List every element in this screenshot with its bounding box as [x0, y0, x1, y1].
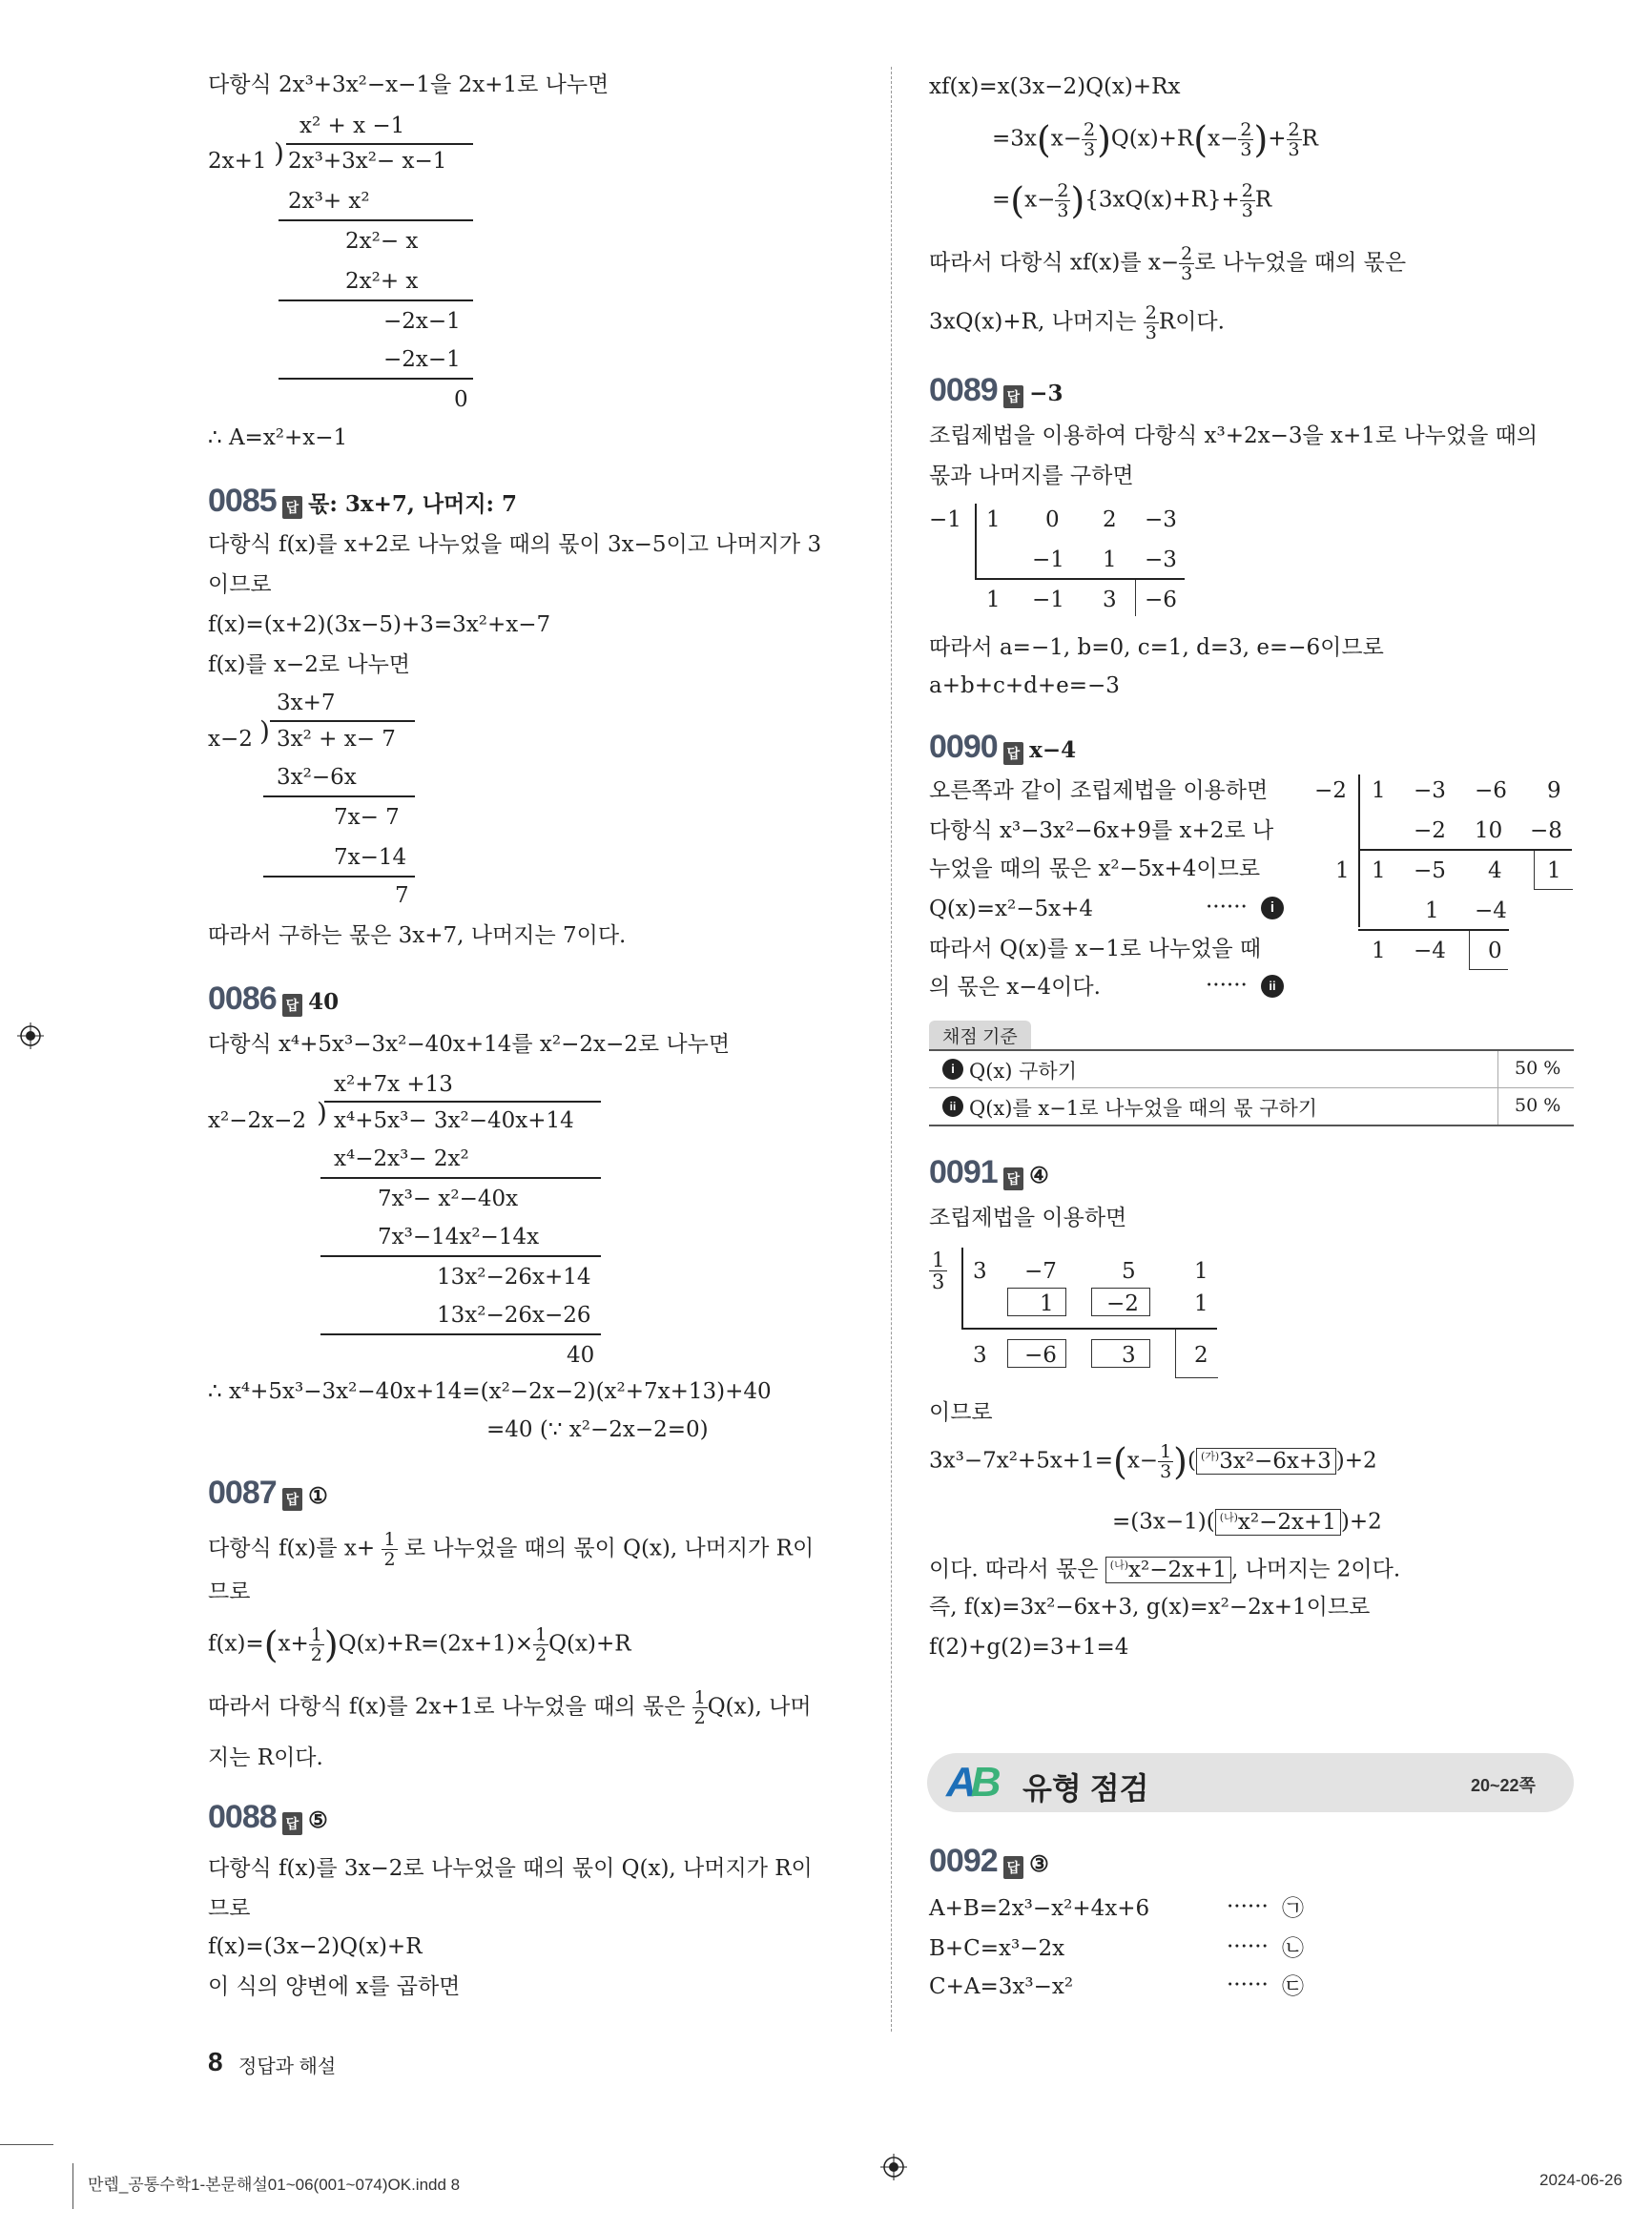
- p90-line6: 의 몫은 x−4이다.: [929, 975, 1101, 1000]
- p87-line2: 므로: [208, 1580, 251, 1604]
- syn-cell: −4: [1475, 898, 1507, 923]
- p92-dots3: ······: [1227, 1972, 1269, 1997]
- p86-quotient: x²+7x +13: [334, 1072, 453, 1097]
- rubric-table: [929, 1049, 1574, 1126]
- answer-label: 답: [1003, 385, 1024, 408]
- mark-ii-icon: ii: [1261, 975, 1284, 998]
- mark-i-icon: i: [942, 1059, 963, 1080]
- answer-text: ④: [1029, 1163, 1049, 1188]
- syn-root: −2: [1314, 778, 1347, 803]
- p89-line2: 몫과 나머지를 구하면: [929, 464, 1134, 488]
- rubric-pct: 50 %: [1515, 1095, 1561, 1116]
- answer-text: x−4: [1029, 737, 1077, 763]
- answer-label: 답: [282, 1488, 303, 1511]
- crop-mark-left: [0, 2144, 53, 2145]
- answer-label: 답: [1003, 742, 1024, 765]
- syn-cell: −2: [1106, 1291, 1139, 1316]
- problem-0086-header: [208, 981, 339, 1018]
- p92-mark1: ㉠: [1282, 1896, 1304, 1921]
- syn-cell: 3: [973, 1259, 987, 1284]
- problem-0085-header: [208, 483, 517, 520]
- syn-cell: −6: [1475, 778, 1507, 803]
- p86-line1: 다항식 x⁴+5x³−3x²−40x+14를 x²−2x−2로 나누면: [208, 1032, 731, 1057]
- syn-cell: 1: [1040, 1291, 1054, 1316]
- p88-line2: 므로: [208, 1896, 251, 1921]
- rubric-title: 채점 기준: [929, 1021, 1031, 1050]
- rubric-pct: 50 %: [1515, 1058, 1561, 1079]
- problem-number: 0088: [208, 1799, 277, 1835]
- syn-cell: 1: [1194, 1291, 1208, 1316]
- column-divider: [891, 67, 892, 2032]
- div1-remainder: 0: [454, 387, 468, 412]
- problem-0091-header: [929, 1154, 1049, 1191]
- p91-line6: 즉, f(x)=3x²−6x+3, g(x)=x²−2x+1이므로: [929, 1595, 1371, 1620]
- syn-remainder: −6: [1145, 588, 1177, 612]
- syn-cell: 1: [986, 588, 1001, 612]
- p92-line2: B+C=x³−2x: [929, 1936, 1065, 1961]
- p91-line4: =(3x−1)( $^{(나)}$x²−2x+1 )+2: [1112, 1509, 1382, 1535]
- syn-cell: 1: [1372, 939, 1386, 963]
- banner-title: 유형 점검: [1022, 1771, 1149, 1806]
- div1-step2: 2x²− x: [345, 229, 419, 254]
- file-name: 만렙_공통수학1-본문해설01~06(001~074)OK.indd 8: [88, 2176, 461, 2194]
- syn-root: 1: [1335, 858, 1350, 883]
- p85-step1: 3x²−6x: [277, 765, 357, 790]
- syn-cell: −5: [1414, 858, 1446, 883]
- div1-bracket: ): [274, 137, 284, 169]
- syn-cell: −3: [1145, 507, 1177, 532]
- p87-line4: 따라서 다항식 f(x)를 2x+1로 나누었을 때의 몫은 $\frac{1}{2}$ Q(x), 나머: [208, 1687, 812, 1728]
- p88c-line5: 3xQ(x)+R, 나머지는 $\frac{2}{3}$ R이다.: [929, 302, 1225, 343]
- syn-cell: −1: [1032, 588, 1064, 612]
- syn-cell: 0: [1045, 507, 1060, 532]
- syn-remainder: 0: [1488, 939, 1502, 963]
- p85-step3: 7x−14: [334, 845, 407, 870]
- p88c-line3: =(x− $\frac{2}{3}$ ){3xQ(x)+R}+ $\frac{2}{3}$ R: [992, 179, 1272, 222]
- p88c-line4: 따라서 다항식 xf(x)를 x− $\frac{2}{3}$ 로 나누었을 때의 몫은: [929, 243, 1407, 284]
- p90-line3: 누었을 때의 몫은 x²−5x+4이므로: [929, 857, 1261, 881]
- p92-dots1: ······: [1227, 1894, 1269, 1919]
- div1-divisor: 2x+1: [208, 149, 267, 174]
- p90-line4-dots: ······: [1206, 895, 1248, 919]
- syn-remainder: 2: [1194, 1343, 1208, 1368]
- syn-cell: 1: [1194, 1259, 1208, 1284]
- answer-text: 몫: 3x+7, 나머지: 7: [308, 491, 518, 517]
- p92-line3: C+A=3x³−x²: [929, 1974, 1074, 1999]
- syn-cell: 2: [1103, 507, 1117, 532]
- div1-step4: −2x−1: [383, 309, 461, 334]
- p90-line6-dots: ······: [1206, 973, 1248, 998]
- p87-line3: f(x)=(x+ $\frac{1}{2}$ )Q(x)+R=(2x+1)× $\frac{1}{2}$ Q(x)+R: [208, 1623, 631, 1666]
- p86-line3: =40 (∵ x²−2x−2=0): [486, 1417, 709, 1442]
- syn-cell: 3: [973, 1343, 987, 1368]
- blank-box: [1007, 1288, 1066, 1316]
- answer-label: 답: [282, 1812, 303, 1835]
- p87-line1: 다항식 f(x)를 x+ $\frac{1}{2}$ 로 나누었을 때의 몫이 Q(x), 나머지가 R이: [208, 1529, 815, 1570]
- p91-line1: 조립제법을 이용하면: [929, 1206, 1127, 1230]
- crop-mark-vertical: [72, 2163, 73, 2209]
- p88c-line1: xf(x)=x(3x−2)Q(x)+Rx: [929, 74, 1181, 99]
- syn-cell: −6: [1024, 1343, 1057, 1368]
- p85-line5: 따라서 구하는 몫은 3x+7, 나머지는 7이다.: [208, 923, 627, 948]
- syn-cell: 1: [1372, 858, 1386, 883]
- p91-line7: f(2)+g(2)=3+1=4: [929, 1635, 1129, 1660]
- p89-line4: a+b+c+d+e=−3: [929, 673, 1120, 698]
- problem-0090-header: [929, 729, 1076, 766]
- page-footer-title: 정답과 해설: [238, 2056, 337, 2077]
- syn-cell: 3: [1103, 588, 1117, 612]
- p85-line1: 다항식 f(x)를 x+2로 나누었을 때의 몫이 3x−5이고 나머지가 3: [208, 532, 822, 557]
- answer-text: 40: [308, 989, 340, 1015]
- problem-number: 0092: [929, 1843, 998, 1879]
- print-date: 2024-06-26: [1539, 2171, 1622, 2189]
- p86-step3: 7x³−14x²−14x: [378, 1225, 540, 1249]
- answer-label: 답: [282, 994, 303, 1017]
- syn-cell: −1: [1032, 547, 1064, 572]
- problem-number: 0090: [929, 729, 998, 765]
- page-number: 8: [208, 2047, 223, 2076]
- p92-mark3: ㉢: [1282, 1974, 1304, 1999]
- div1-step3: 2x²+ x: [345, 269, 419, 294]
- syn-cell: 1: [1425, 898, 1439, 923]
- p87-line5: 지는 R이다.: [208, 1745, 323, 1770]
- p86-step1: x⁴−2x³− 2x²: [334, 1146, 469, 1171]
- syn-cell: 1: [1372, 778, 1386, 803]
- p89-line1: 조립제법을 이용하여 다항식 x³+2x−3을 x+1로 나누었을 때의: [929, 423, 1538, 448]
- mark-i-icon: i: [1261, 897, 1284, 919]
- syn-cell: 10: [1475, 818, 1503, 843]
- syn-cell: 1: [1103, 547, 1117, 572]
- p85-remainder: 7: [395, 883, 409, 908]
- answer-text: −3: [1029, 381, 1063, 406]
- syn-cell: 9: [1547, 778, 1561, 803]
- syn-cell: 5: [1122, 1259, 1136, 1284]
- p91-line3: 3x³−7x²+5x+1=(x− $\frac{1}{3}$ )( $^{(가)}$3x²−6x+3 )+2: [929, 1440, 1377, 1483]
- p91-line5: 이다. 따라서 몫은 $^{(나)}$x²−2x+1 , 나머지는 2이다.: [929, 1557, 1401, 1582]
- section-banner: [927, 1753, 1574, 1812]
- ab-logo-icon: AB: [946, 1759, 996, 1806]
- p86-line2: ∴ x⁴+5x³−3x²−40x+14=(x²−2x−2)(x²+7x+13)+40: [208, 1379, 772, 1404]
- rubric-row-2: [929, 1088, 1574, 1125]
- syn-cell: −8: [1530, 818, 1562, 843]
- answer-label: 답: [282, 496, 303, 519]
- answer-text: ③: [1029, 1851, 1049, 1877]
- p88-line4: 이 식의 양변에 x를 곱하면: [208, 1974, 461, 1999]
- problem-number: 0087: [208, 1475, 277, 1511]
- blank-box: [1091, 1339, 1150, 1368]
- div1-dividend: 2x³+3x²− x−1: [288, 149, 447, 174]
- problem-0087-header: [208, 1475, 328, 1512]
- p86-bracket: ): [317, 1097, 327, 1128]
- p85-line3: f(x)=(x+2)(3x−5)+3=3x²+x−7: [208, 612, 551, 637]
- syn-root-fraction: 1 3: [929, 1249, 947, 1292]
- banner-pages: 20~22쪽: [1471, 1776, 1536, 1795]
- p85-line4: f(x)를 x−2로 나누면: [208, 652, 411, 677]
- problem-number: 0091: [929, 1154, 998, 1190]
- syn-cell: −3: [1414, 778, 1446, 803]
- p85-quotient: 3x+7: [277, 691, 336, 715]
- p90-line5: 따라서 Q(x)를 x−1로 나누었을 때: [929, 937, 1262, 961]
- syn-cell: −7: [1024, 1259, 1057, 1284]
- p90-line1: 오른쪽과 같이 조립제법을 이용하면: [929, 778, 1269, 803]
- registration-mark-left: [17, 1022, 44, 1049]
- p85-divisor: x−2: [208, 727, 253, 752]
- syn-root: −1: [929, 507, 961, 532]
- p85-bracket: ): [259, 715, 270, 747]
- rubric-text: Q(x)를 x−1로 나누었을 때의 몫 구하기: [969, 1097, 1318, 1120]
- p92-mark2: ㉡: [1282, 1936, 1304, 1961]
- problem-number: 0089: [929, 372, 998, 408]
- intro-text: 다항식 2x³+3x²−x−1을 2x+1로 나누면: [208, 72, 609, 97]
- p92-line1: A+B=2x³−x²+4x+6: [929, 1896, 1150, 1921]
- div1-step5: −2x−1: [383, 347, 461, 372]
- problem-number: 0086: [208, 981, 277, 1017]
- p88-line3: f(x)=(3x−2)Q(x)+R: [208, 1934, 423, 1959]
- problem-0089-header: [929, 372, 1063, 409]
- answer-label: 답: [1003, 1167, 1024, 1190]
- syn-cell: −4: [1414, 939, 1446, 963]
- syn-cell: 4: [1488, 858, 1502, 883]
- answer-text: ⑤: [308, 1807, 328, 1833]
- div1-quotient: x² + x −1: [299, 114, 405, 138]
- p85-dividend: 3x² + x− 7: [277, 727, 396, 752]
- problem-0092-header: [929, 1843, 1049, 1880]
- p90-line4: Q(x)=x²−5x+4: [929, 897, 1094, 921]
- p85-line2: 이므로: [208, 572, 272, 597]
- syn-cell: −2: [1414, 818, 1446, 843]
- registration-mark-bottom: [880, 2154, 907, 2180]
- p86-remainder: 40: [567, 1343, 595, 1368]
- answer-text: ①: [308, 1483, 328, 1509]
- mark-ii-icon: ii: [942, 1096, 963, 1117]
- p85-step2: 7x− 7: [334, 805, 400, 830]
- p86-divisor: x²−2x−2: [208, 1108, 306, 1133]
- p92-dots2: ······: [1227, 1934, 1269, 1959]
- problem-number: 0085: [208, 483, 277, 519]
- syn-cell: 3: [1122, 1343, 1136, 1368]
- p88-line1: 다항식 f(x)를 3x−2로 나누었을 때의 몫이 Q(x), 나머지가 R이: [208, 1856, 813, 1881]
- problem-0088-header: [208, 1799, 328, 1836]
- p86-step2: 7x³− x²−40x: [378, 1187, 519, 1211]
- p88c-line2: =3x(x− $\frac{2}{3}$ )Q(x)+R(x− $\frac{2}{3}$ )+ $\frac{2}{3}$ R: [992, 118, 1318, 161]
- syn-cell: −3: [1145, 547, 1177, 572]
- answer-label: 답: [1003, 1856, 1024, 1879]
- p91-line2: 이므로: [929, 1400, 993, 1425]
- rubric-text: Q(x) 구하기: [969, 1060, 1077, 1083]
- syn-cell: 1: [986, 507, 1001, 532]
- p89-line3: 따라서 a=−1, b=0, c=1, d=3, e=−6이므로: [929, 635, 1384, 660]
- p86-step5: 13x²−26x−26: [437, 1303, 591, 1328]
- p90-line2: 다항식 x³−3x²−6x+9를 x+2로 나: [929, 818, 1274, 843]
- p86-step4: 13x²−26x+14: [437, 1265, 591, 1290]
- syn-remainder: 1: [1547, 858, 1561, 883]
- conclusion-a: ∴ A=x²+x−1: [208, 425, 348, 450]
- rubric-row-1: [929, 1051, 1574, 1088]
- div1-step1: 2x³+ x²: [288, 189, 370, 214]
- p86-dividend: x⁴+5x³− 3x²−40x+14: [334, 1108, 574, 1133]
